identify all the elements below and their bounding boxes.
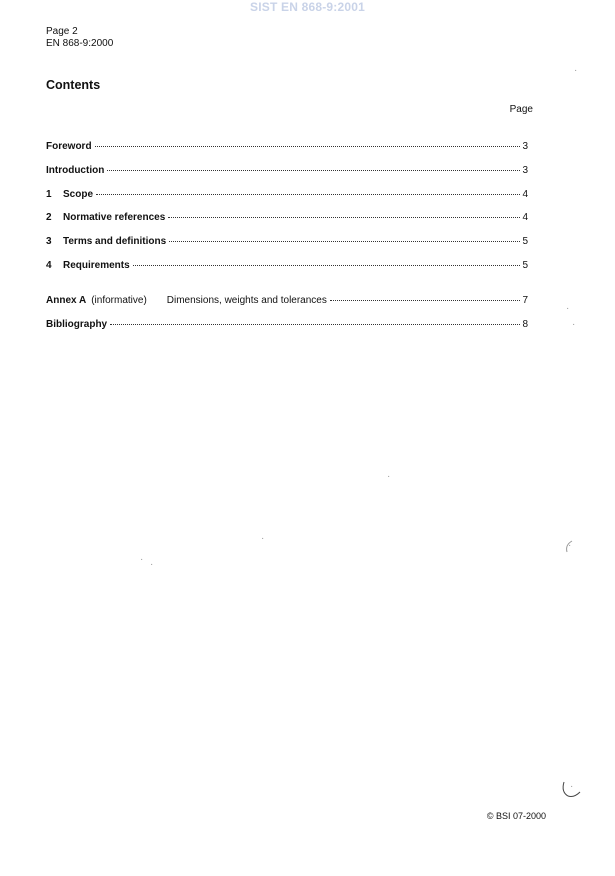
page-number-label: Page 2	[46, 26, 78, 37]
scan-speck: ·	[570, 781, 574, 792]
toc-entry-annex-a[interactable]	[46, 294, 528, 307]
toc-entry-normative-references[interactable]	[46, 211, 528, 224]
toc-dot-leader	[96, 194, 520, 195]
page-column-label: Page	[509, 104, 533, 115]
toc-entry-title: Requirements	[63, 260, 130, 271]
toc-entry-page: 7	[522, 295, 528, 306]
toc-entry-terms-and-definitions[interactable]	[46, 235, 528, 248]
scan-mark-icon	[560, 778, 584, 802]
toc-entry-number: 3	[46, 236, 52, 247]
scan-speck: ·	[150, 559, 154, 570]
toc-entry-number: 1	[46, 189, 52, 200]
toc-dot-leader	[133, 265, 521, 266]
toc-entry-page: 5	[522, 236, 528, 247]
toc-entry-title: Foreword	[46, 141, 92, 152]
toc-entry-page: 4	[522, 212, 528, 223]
scan-speck: ·	[572, 319, 576, 330]
contents-heading: Contents	[46, 78, 101, 92]
scan-speck: ·	[140, 554, 144, 565]
scan-speck: ·	[574, 65, 578, 76]
toc-annex-label: Annex A	[46, 295, 87, 306]
toc-entry-page: 3	[522, 165, 528, 176]
toc-entry-number: 2	[46, 212, 52, 223]
toc-entry-requirements[interactable]	[46, 259, 528, 272]
document-id: EN 868-9:2000	[46, 38, 114, 49]
toc-entry-title: Terms and definitions	[63, 236, 167, 247]
toc-dot-leader	[330, 300, 521, 301]
scan-speck: ·	[566, 303, 570, 314]
page-header	[46, 26, 113, 50]
toc-entry-introduction[interactable]	[46, 164, 528, 177]
toc-dot-leader	[95, 146, 521, 147]
toc-entry-page: 4	[522, 189, 528, 200]
toc-dot-leader	[168, 217, 520, 218]
toc-entry-number: 4	[46, 260, 52, 271]
toc-dot-leader	[107, 170, 520, 171]
toc-annex-title: Dimensions, weights and tolerances	[166, 295, 327, 306]
toc-dot-leader	[110, 324, 520, 325]
watermark: SIST EN 868-9:2001	[250, 0, 365, 14]
scan-speck: ·	[568, 540, 572, 551]
toc-dot-leader	[169, 241, 520, 242]
toc-entry-bibliography[interactable]	[46, 318, 528, 331]
toc-entry-title: Introduction	[46, 165, 105, 176]
scan-mark-icon	[562, 538, 578, 562]
toc-entry-title: Normative references	[63, 212, 166, 223]
scan-speck: ·	[261, 533, 265, 544]
toc-entry-page: 5	[522, 260, 528, 271]
toc-entry-title: Bibliography	[46, 319, 108, 330]
toc-entry-page: 8	[522, 319, 528, 330]
scan-speck: ·	[387, 471, 391, 482]
copyright-footer: © BSI 07-2000	[486, 811, 546, 821]
toc-entry-scope[interactable]	[46, 188, 528, 201]
toc-annex-note: (informative)	[91, 295, 147, 306]
toc-entry-page: 3	[522, 141, 528, 152]
toc-entry-foreword[interactable]	[46, 140, 528, 153]
toc-entry-title: Scope	[63, 189, 94, 200]
